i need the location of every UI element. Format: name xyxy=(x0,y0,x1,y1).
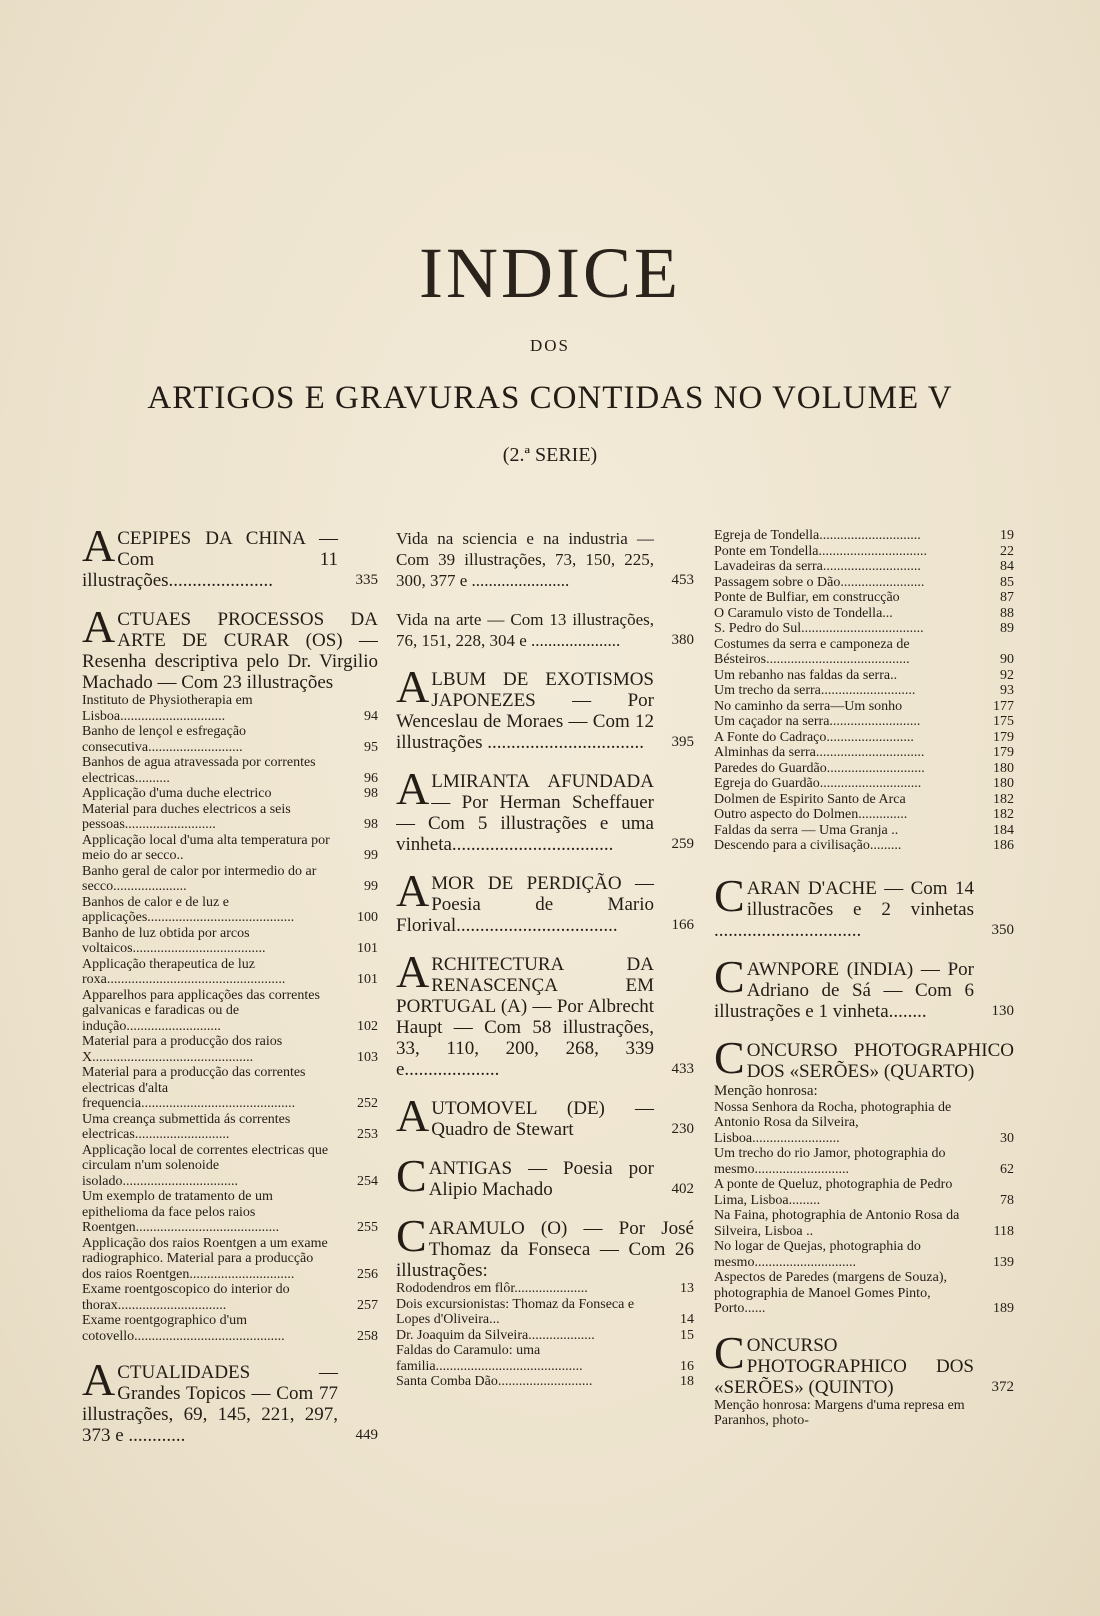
index-entry xyxy=(82,601,378,1344)
list-item: Banhos de agua atravessada por correntes electricas.......... 96 xyxy=(82,755,378,786)
entry-title: ONCURSO PHOTOGRAPHICO DOS «SERÕES» (QUINTO) xyxy=(714,1334,974,1398)
page-number: 230 xyxy=(671,1121,694,1137)
list-item: Egreja do Guardão............................. 180 xyxy=(714,776,1014,791)
drop-cap: C xyxy=(714,950,745,1002)
list-item: Material para a producção das correntes electricas d'alta frequencia............................................ 252 xyxy=(82,1065,378,1111)
list-item: Um caçador na serra.......................... 175 xyxy=(714,714,1014,729)
drop-cap: C xyxy=(714,869,745,921)
list-item: S. Pedro do Sul................................... 89 xyxy=(714,621,1014,636)
list-item: Faldas da serra — Uma Granja .. 184 xyxy=(714,822,1014,838)
entry-title: RCHITECTURA DA RENASCENÇA EM PORTUGAL (A) — Por Albrecht Haupt — Com 58 illustrações, 33, 110, 200, 268, 339 e.................... xyxy=(396,954,654,1080)
index-entry xyxy=(396,609,694,651)
list-item: Material para a producção dos raios X.............................................. 103 xyxy=(82,1034,378,1065)
entry-title: LBUM DE EXOTISMOS JAPONEZES — Por Wenceslau de Moraes — Com 12 illustrações ................................. xyxy=(396,669,654,753)
list-item: Dolmen de Espirito Santo de Arca 182 xyxy=(714,791,1014,807)
list-item: O Caramulo visto de Tondella... 88 xyxy=(714,605,1014,621)
page-number: 449 xyxy=(355,1427,378,1443)
page-number: 130 xyxy=(991,1002,1014,1019)
entry-title: AWNPORE (INDIA) — Por Adriano de Sá — Com 6 illustrações e 1 vinheta........ xyxy=(714,958,974,1022)
index-entry xyxy=(396,1150,694,1201)
entry-title: ARAMULO (O) — Por José Thomaz da Fonseca — Com 26 illustrações: xyxy=(396,1218,694,1281)
entry-title: Vida na sciencia e na industria — Com 39 illustrações, 73, 150, 225, 300, 377 e ....................... xyxy=(396,529,654,590)
list-item: Instituto de Physiotherapia em Lisboa.............................. 94 xyxy=(82,693,378,724)
index-entry xyxy=(82,1354,378,1446)
entry-title: ANTIGAS — Poesia por Alipio Machado xyxy=(428,1158,654,1200)
list-item: Na Faina, photographia de Antonio Rosa da Silveira, Lisboa .. 118 xyxy=(714,1208,1014,1239)
index-entry xyxy=(396,1210,694,1390)
list-item: No caminho da serra—Um sonho 177 xyxy=(714,698,1014,714)
drop-cap: A xyxy=(396,865,430,916)
list-item: Ponte de Bulfiar, em construcção 87 xyxy=(714,590,1014,605)
list-item: Faldas do Caramulo: uma familia.......................................... 16 xyxy=(396,1343,694,1374)
list-item: Applicação local de correntes electricas que circulam n'um solenoide isolado................................. 254 xyxy=(82,1142,378,1189)
list-item: Lavadeiras da serra............................ 84 xyxy=(714,559,1014,574)
drop-cap: A xyxy=(396,661,430,712)
page-number: 372 xyxy=(991,1378,1014,1395)
list-item: Banhos de calor e de luz e applicações.......................................... 100 xyxy=(82,894,378,925)
page-number: 380 xyxy=(671,632,694,648)
drop-cap: A xyxy=(396,946,430,997)
list-item: Applicação local d'uma alta temperatura por meio do ar secco.. 99 xyxy=(82,832,378,863)
list-item: Banho de luz obtida por arcos voltaicos...................................... 101 xyxy=(82,925,378,956)
entry-title: LMIRANTA AFUNDADA — Por Herman Scheffauer — Com 5 illustrações e uma vinheta.................................. xyxy=(396,771,654,855)
list-item: Egreja de Tondella............................. 19 xyxy=(714,528,1014,543)
drop-cap: C xyxy=(714,1326,745,1378)
index-entry xyxy=(396,528,694,591)
drop-cap: C xyxy=(396,1150,427,1201)
list-item: A ponte de Queluz, photographia de Pedro Lima, Lisboa......... 78 xyxy=(714,1177,1014,1208)
entry-title: CEPIPES DA CHINA — Com 11 illustrações...................... xyxy=(82,528,338,591)
list-item: Applicação d'uma duche electrico 98 xyxy=(82,786,378,801)
list-item: Exame roentgographico d'um cotovello........................................... 258 xyxy=(82,1313,378,1344)
list-item: Apparelhos para applicações das correntes galvanicas e faradicas ou de indução........................... 102 xyxy=(82,987,378,1034)
index-entry xyxy=(396,946,694,1080)
page-number: 259 xyxy=(671,836,694,852)
drop-cap: A xyxy=(396,1090,430,1141)
list-item: Material para duches electricos a seis pessoas.......................... 98 xyxy=(82,801,378,832)
list-item: Nossa Senhora da Rocha, photographia de Antonio Rosa da Silveira, Lisboa......................... 30 xyxy=(714,1099,1014,1146)
index-column-3 xyxy=(714,528,1014,1528)
entry-title: MOR DE PERDIÇÃO — Poesia de Mario Florival.................................. xyxy=(396,873,654,936)
list-item: Um trecho do rio Jamor, photographia do mesmo........................... 62 xyxy=(714,1146,1014,1177)
list-item: Rododendros em flôr..................... 13 xyxy=(396,1281,694,1296)
drop-cap: C xyxy=(396,1210,427,1261)
entry-title: ARAN D'ACHE — Com 14 illustracões e 2 vinhetas ............................... xyxy=(714,877,974,941)
index-entry xyxy=(714,950,1014,1022)
drop-cap: A xyxy=(396,763,430,814)
page-number: 350 xyxy=(991,921,1014,938)
list-item: Outro aspecto do Dolmen.............. 182 xyxy=(714,807,1014,822)
list-item: Um rebanho nas faldas da serra.. 92 xyxy=(714,667,1014,683)
index-column-1 xyxy=(82,528,378,1528)
list-item: Ponte em Tondella............................... 22 xyxy=(714,543,1014,559)
list-item: Um exemplo de tratamento de um epithelioma da face pelos raios Roentgen......................................... 255 xyxy=(82,1189,378,1235)
list-item: No logar de Quejas, photographia do mesmo............................. 139 xyxy=(714,1239,1014,1270)
entry-title: Vida na arte — Com 13 illustrações, 76, 151, 228, 304 e ..................... xyxy=(396,610,654,650)
index-entry xyxy=(396,1090,694,1141)
index-entry xyxy=(714,1031,1014,1317)
page-number: 166 xyxy=(671,917,694,933)
list-item: Paredes do Guardão............................ 180 xyxy=(714,760,1014,776)
entry-title: ONCURSO PHOTOGRAPHICO DOS «SERÕES» (QUARTO) xyxy=(746,1039,1014,1082)
index-entry xyxy=(714,869,1014,941)
list-item: Um trecho da serra........................... 93 xyxy=(714,683,1014,698)
entry-title: UTOMOVEL (DE) — Quadro de Stewart xyxy=(431,1098,654,1140)
index-entry xyxy=(82,528,378,591)
drop-cap: A xyxy=(82,1354,116,1405)
list-item: A Fonte do Cadraço......................... 179 xyxy=(714,729,1014,745)
entry-title: CTUAES PROCESSOS DA ARTE DE CURAR (OS) — Resenha descriptiva pelo Dr. Virgilio Machado — Com 23 illustrações xyxy=(82,609,378,693)
index-entry xyxy=(396,661,694,753)
list-item: Descendo para a civilisação......... 186 xyxy=(714,838,1014,853)
index-entry xyxy=(396,865,694,936)
list-item: Dois excursionistas: Thomaz da Fonseca e Lopes d'Oliveira... 14 xyxy=(396,1296,694,1327)
mencao-label: Menção honrosa: Margens d'uma represa em Paranhos, photo- xyxy=(714,1397,965,1428)
list-item: Banho de lençol e esfregação consecutiva........................... 95 xyxy=(82,724,378,755)
series-label: (2.ª SERIE) xyxy=(502,444,598,466)
page-number: 453 xyxy=(671,572,694,588)
index-entry xyxy=(714,1326,1014,1429)
drop-cap: A xyxy=(82,528,116,571)
list-item: Applicação therapeutica de luz roxa................................................... 101 xyxy=(82,956,378,987)
page-number: 402 xyxy=(671,1181,694,1197)
list-item: Aspectos de Paredes (margens de Souza), photographia de Manoel Gomes Pinto, Porto...... 189 xyxy=(714,1270,1014,1316)
title-dos: DOS xyxy=(529,336,570,355)
index-column-2 xyxy=(396,528,694,1528)
index-entry xyxy=(714,528,1014,854)
list-item: Uma creança submettida ás correntes electricas........................... 253 xyxy=(82,1111,378,1142)
page-number: 335 xyxy=(355,572,378,588)
drop-cap: C xyxy=(714,1031,745,1083)
list-item: Applicação dos raios Roentgen a um exame radiographico. Material para a producção dos raios Roentgen.............................. 256 xyxy=(82,1235,378,1282)
entry-title: CTUALIDADES — Grandes Topicos — Com 77 illustrações, 69, 145, 221, 297, 373 e ............ xyxy=(82,1362,338,1446)
list-item: Santa Comba Dão........................... 18 xyxy=(396,1374,694,1389)
index-entry xyxy=(396,763,694,855)
drop-cap: A xyxy=(82,601,116,652)
list-item: Alminhas da serra............................... 179 xyxy=(714,745,1014,760)
page-title: INDICE xyxy=(419,233,681,313)
page-subtitle: ARTIGOS E GRAVURAS CONTIDAS NO VOLUME V xyxy=(147,380,953,416)
list-item: Exame roentgoscopico do interior do thorax............................... 257 xyxy=(82,1282,378,1313)
page-number: 433 xyxy=(671,1061,694,1077)
list-item: Passagem sobre o Dão........................ 85 xyxy=(714,574,1014,590)
list-item: Dr. Joaquim da Silveira................... 15 xyxy=(396,1327,694,1343)
list-item: Banho geral de calor por intermedio do ar secco..................... 99 xyxy=(82,863,378,894)
page-number: 395 xyxy=(671,734,694,750)
list-item: Costumes da serra e camponeza de Bésteiros......................................... 90 xyxy=(714,636,1014,667)
mencao-label: Menção honrosa: xyxy=(714,1082,818,1099)
